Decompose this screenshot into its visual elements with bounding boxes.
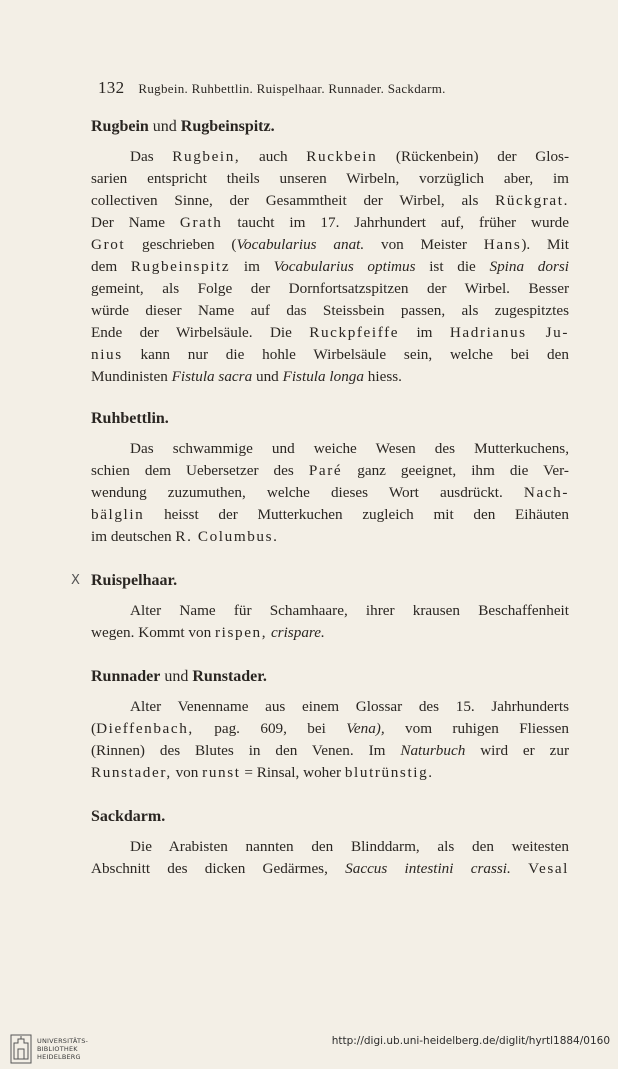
section-heading: Ruhbettlin.	[91, 410, 169, 427]
text-line: Ende der Wirbelsäule. Die Ruckpfeiffe im Hadrianus Ju-	[91, 324, 569, 341]
library-crest-icon	[10, 1033, 32, 1065]
section-heading: Sackdarm.	[91, 808, 166, 825]
text-line: (Rinnen) des Blutes in den Venen. Im Naturbuch wird er zur	[91, 742, 569, 759]
section-body	[91, 600, 569, 644]
section-rugbein	[91, 116, 569, 388]
text-line: Alter Name für Schamhaare, ihrer krausen Beschaffenheit	[130, 602, 569, 619]
text-line: Abschnitt des dicken Gedärmes, Saccus intestini crassi. Vesal	[91, 860, 569, 877]
text-line: schien dem Uebersetzer des Paré ganz geeignet, ihm die Ver-	[91, 462, 569, 479]
text-line: Das Rugbein, auch Ruckbein (Rückenbein) der Glos-	[130, 148, 570, 165]
section-body	[91, 438, 569, 548]
text-line: Das schwammige und weiche Wesen des Mutterkuchens,	[130, 440, 569, 457]
text-line: gemeint, als Folge der Dornfortsatzspitzen der Wirbel. Besser	[91, 280, 569, 297]
text-line: Mundinisten Fistula sacra und Fistula longa hiess.	[91, 368, 402, 385]
text-line: Runstader, von runst = Rinsal, woher blutrünstig.	[91, 764, 434, 781]
text-line: dem Rugbeinspitz im Vocabularius optimus ist die Spina dorsi	[91, 258, 569, 275]
running-head	[98, 78, 538, 98]
page-number: 132	[98, 78, 125, 97]
margin-mark: X	[71, 573, 80, 588]
text-line: Grot geschrieben (Vocabularius anat. von Meister Hans). Mit	[91, 236, 569, 253]
text-line: Die Arabisten nannten den Blinddarm, als den weitesten	[130, 838, 569, 855]
text-line: bälglin heisst der Mutterkuchen zugleich mit den Eihäuten	[91, 506, 569, 523]
text-line: Der Name Grath taucht im 17. Jahrhundert auf, früher wurde	[91, 214, 569, 231]
text-line: im deutschen R. Columbus.	[91, 528, 279, 545]
text-line: nius kann nur die hohle Wirbelsäule sein, welche bei den	[91, 346, 569, 363]
text-line: würde dieser Name auf das Steissbein passen, als zugespitztes	[91, 302, 569, 319]
library-logo	[5, 1033, 115, 1065]
section-heading: Runnader und Runstader.	[91, 668, 267, 685]
section-body	[91, 836, 569, 880]
section-body	[91, 146, 569, 388]
section-runnader	[91, 666, 569, 784]
library-name: UNIVERSITÄTS- BIBLIOTHEK HEIDELBERG	[37, 1037, 89, 1061]
source-url-link[interactable]: http://digi.ub.uni-heidelberg.de/diglit/hyrtl1884/0160	[331, 1035, 610, 1047]
text-line: collectiven Sinne, der Gesammtheit der Wirbel, als Rückgrat.	[91, 192, 569, 209]
section-sackdarm	[91, 806, 569, 880]
running-title: Rugbein. Ruhbettlin. Ruispelhaar. Runnader. Sackdarm.	[138, 81, 446, 96]
text-line: wendung zuzumuthen, welche dieses Wort ausdrückt. Nach-	[91, 484, 569, 501]
section-body	[91, 696, 569, 784]
page-content	[71, 116, 570, 880]
text-line: (Dieffenbach, pag. 609, bei Vena), vom ruhigen Fliessen	[91, 720, 569, 737]
section-heading: X Ruispelhaar.	[91, 570, 569, 592]
text-line: wegen. Kommt von rispen, crispare.	[91, 624, 325, 641]
section-ruhbettlin	[91, 408, 569, 548]
section-ruispelhaar	[71, 570, 569, 644]
section-heading: Rugbein und Rugbeinspitz.	[91, 118, 275, 135]
text-line: sarien entspricht theils unseren Wirbeln, vorzüglich aber, im	[91, 170, 569, 187]
text-line: Alter Venenname aus einem Glossar des 15. Jahrhunderts	[130, 698, 569, 715]
